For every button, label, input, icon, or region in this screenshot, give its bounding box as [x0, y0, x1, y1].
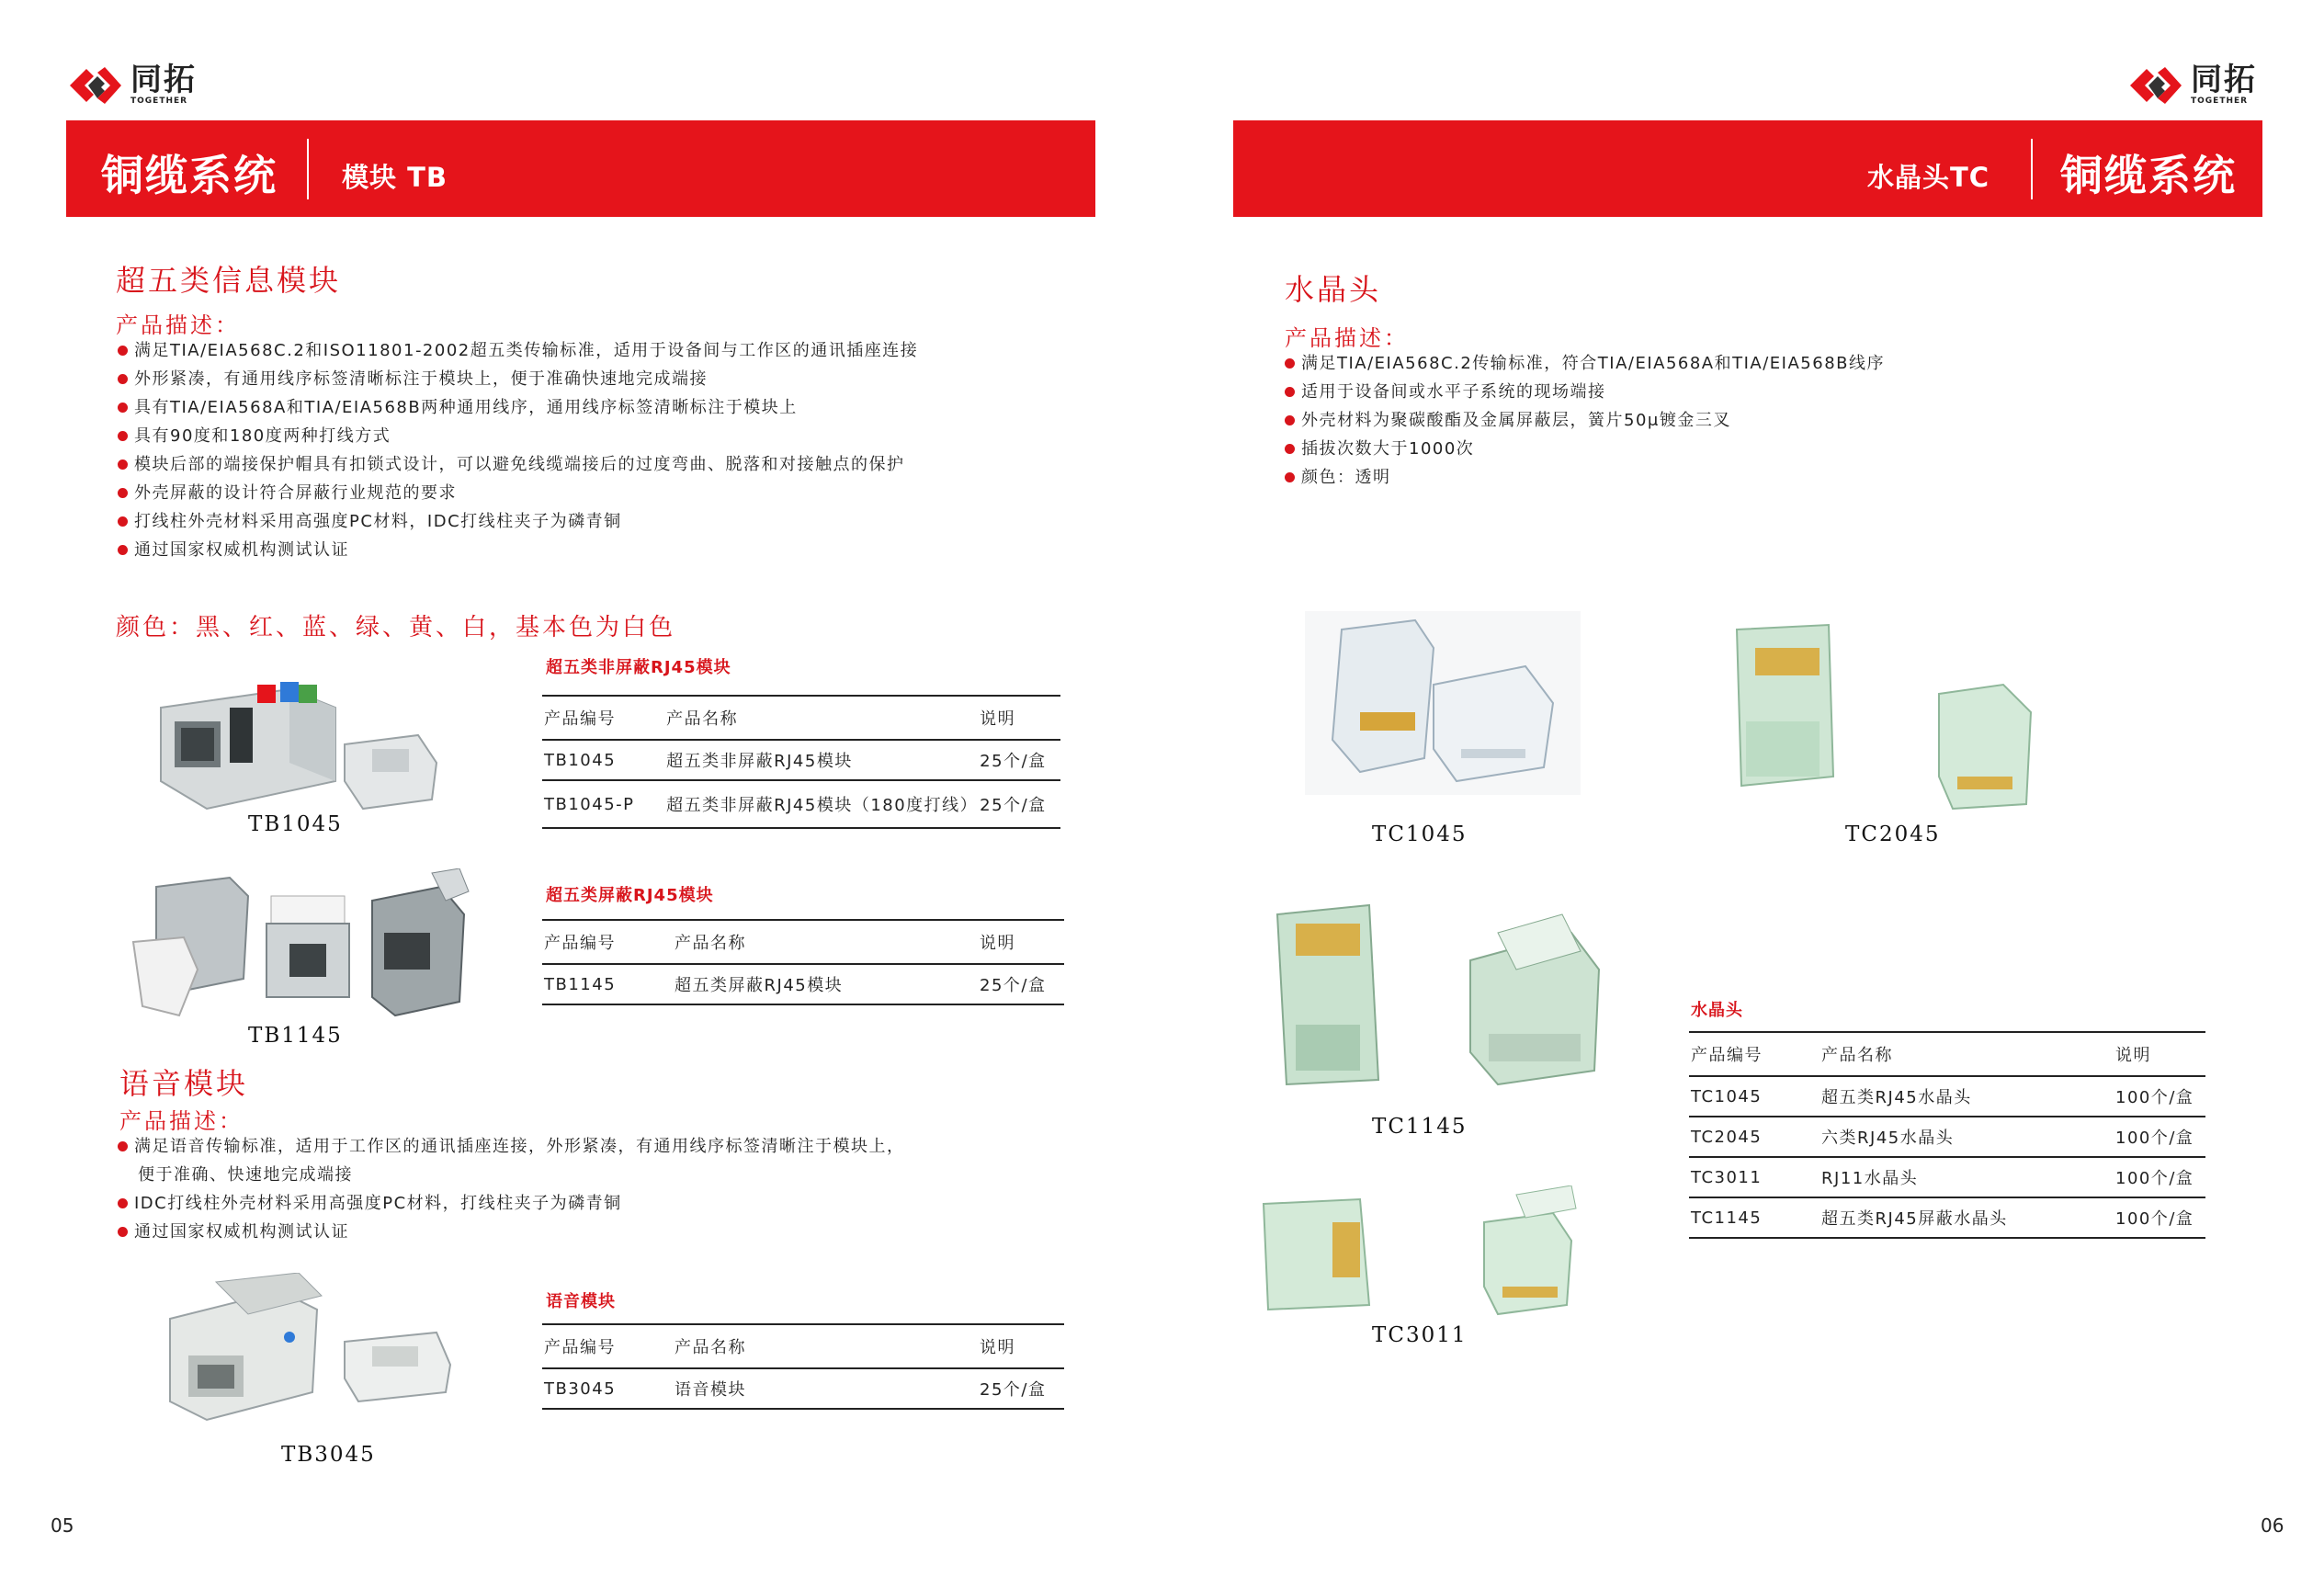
left-banner-subtitle: 模块 TB [342, 162, 448, 193]
cell: 25个/盒 [978, 740, 1060, 780]
cell: TC1045 [1689, 1076, 1820, 1117]
table-header-row [542, 920, 1064, 964]
left-banner [66, 120, 1095, 217]
cell: 超五类RJ45屏蔽水晶头 [1820, 1197, 2114, 1238]
cat5e-bullet-list [116, 336, 918, 564]
bullet-item: 外形紧凑，有通用线序标签清晰标注于模块上，便于准确快速地完成端接 [116, 365, 918, 393]
bullet-item: 通过国家权威机构测试认证 [116, 536, 918, 564]
tb1145-caption: TB1145 [248, 1024, 343, 1048]
cell: TC3011 [1689, 1157, 1820, 1197]
plug-section-title: 水晶头 [1285, 272, 1382, 307]
bullet-item: 外壳屏蔽的设计符合屏蔽行业规范的要求 [116, 479, 918, 507]
bullet-item: 外壳材料为聚碳酸酯及金属屏蔽层，簧片50μ镀金三叉 [1283, 406, 1885, 435]
table-row [542, 780, 1060, 828]
table-voice [542, 1323, 1064, 1410]
page-number-left: 05 [51, 1514, 74, 1537]
brand-logo-left [66, 64, 197, 106]
cell: TB1145 [542, 964, 673, 1004]
cell: 六类RJ45水晶头 [1820, 1117, 2114, 1157]
col-header: 产品编号 [542, 1324, 673, 1368]
voice-section-title: 语音模块 [119, 1066, 249, 1101]
voice-desc-label: 产品描述： [119, 1108, 244, 1134]
cell: 100个/盒 [2114, 1197, 2205, 1238]
cat5e-desc-label: 产品描述： [116, 312, 240, 338]
tb1045-caption: TB1045 [248, 812, 343, 836]
cell: 超五类非屏蔽RJ45模块（180度打线） [664, 780, 978, 828]
tc1145-product-image [1268, 896, 1617, 1098]
voice-bullet-list [116, 1132, 905, 1246]
table-row [1689, 1157, 2205, 1197]
bullet-item: 满足TIA/EIA568C.2和ISO11801-2002超五类传输标准，适用于设备间与工作区的通讯插座连接 [116, 336, 918, 365]
bullet-item: 满足TIA/EIA568C.2传输标准，符合TIA/EIA568A和TIA/EIA568B线序 [1283, 349, 1885, 378]
col-header: 产品名称 [673, 1324, 978, 1368]
col-header: 说明 [978, 696, 1060, 740]
cell: TC2045 [1689, 1117, 1820, 1157]
table-utp-title: 超五类非屏蔽RJ45模块 [546, 658, 731, 677]
tb3045-caption: TB3045 [281, 1443, 376, 1467]
brand-mark-icon [66, 65, 125, 106]
table-row [1689, 1076, 2205, 1117]
cell: 超五类屏蔽RJ45模块 [673, 964, 978, 1004]
right-banner-title: 铜缆系统 [2060, 151, 2237, 200]
table-header-row [1689, 1032, 2205, 1076]
brand-logo-right [2126, 64, 2257, 106]
table-row [542, 964, 1064, 1004]
table-utp [542, 695, 1060, 829]
table-plug [1689, 1031, 2205, 1239]
brand-name-en: TOGETHER [2191, 96, 2249, 106]
tb3045-product-image [161, 1273, 464, 1429]
brand-name: 同拓 [130, 62, 197, 98]
bullet-item: 通过国家权威机构测试认证 [116, 1218, 905, 1246]
right-banner-subtitle: 水晶头TC [1867, 162, 1990, 193]
right-banner [1233, 120, 2262, 217]
tc2045-product-image [1728, 611, 2077, 813]
plug-desc-label: 产品描述： [1285, 325, 1409, 351]
col-header: 产品编号 [1689, 1032, 1820, 1076]
colors-line: 颜色：黑、红、蓝、绿、黄、白，基本色为白色 [116, 614, 676, 641]
cell: TC1145 [1689, 1197, 1820, 1238]
table-header-row [542, 1324, 1064, 1368]
col-header: 说明 [978, 1324, 1064, 1368]
tc3011-product-image [1259, 1185, 1608, 1333]
brand-mark-icon [2126, 65, 2185, 106]
banner-divider [2031, 139, 2033, 199]
cell: 100个/盒 [2114, 1157, 2205, 1197]
bullet-item: IDC打线柱外壳材料采用高强度PC材料，打线柱夹子为磷青铜 [116, 1189, 905, 1218]
tc1045-product-image [1305, 611, 1581, 795]
cell: 超五类RJ45水晶头 [1820, 1076, 2114, 1117]
cell: TB1045 [542, 740, 664, 780]
cell: 25个/盒 [978, 964, 1064, 1004]
col-header: 产品编号 [542, 920, 673, 964]
cell: 25个/盒 [978, 780, 1060, 828]
brand-name: 同拓 [2191, 62, 2257, 98]
bullet-item: 具有90度和180度两种打线方式 [116, 422, 918, 450]
cell: 25个/盒 [978, 1368, 1064, 1409]
bullet-item: 适用于设备间或水平子系统的现场端接 [1283, 378, 1885, 406]
tc1145-caption: TC1145 [1372, 1115, 1468, 1139]
bullet-item-continued: 便于准确、快速地完成端接 [138, 1165, 353, 1185]
col-header: 说明 [2114, 1032, 2205, 1076]
tc1045-caption: TC1045 [1372, 822, 1468, 846]
cell: RJ11水晶头 [1820, 1157, 2114, 1197]
tb1045-product-image [152, 671, 446, 827]
cell: TB1045-P [542, 780, 664, 828]
tb1145-product-image [129, 868, 487, 1034]
bullet-item: 颜色：透明 [1283, 463, 1885, 492]
col-header: 说明 [978, 920, 1064, 964]
col-header: 产品名称 [1820, 1032, 2114, 1076]
brand-name-en: TOGETHER [130, 96, 188, 106]
page-number-right: 06 [2261, 1514, 2284, 1537]
bullet-item: 打线柱外壳材料采用高强度PC材料，IDC打线柱夹子为磷青铜 [116, 507, 918, 536]
table-row [542, 740, 1060, 780]
cell: 超五类非屏蔽RJ45模块 [664, 740, 978, 780]
cat5e-section-title: 超五类信息模块 [116, 263, 342, 298]
table-row [542, 1368, 1064, 1409]
plug-bullet-list [1283, 349, 1885, 492]
tc2045-caption: TC2045 [1845, 822, 1941, 846]
left-banner-title: 铜缆系统 [101, 151, 278, 200]
col-header: 产品名称 [673, 920, 978, 964]
col-header: 产品名称 [664, 696, 978, 740]
cell: 100个/盒 [2114, 1117, 2205, 1157]
tc3011-caption: TC3011 [1372, 1323, 1468, 1347]
col-header: 产品编号 [542, 696, 664, 740]
table-stp [542, 919, 1064, 1005]
table-row [1689, 1197, 2205, 1238]
table-row [1689, 1117, 2205, 1157]
bullet-item: 具有TIA/EIA568A和TIA/EIA568B两种通用线序，通用线序标签清晰标注于模块上 [116, 393, 918, 422]
table-plug-title: 水晶头 [1691, 1001, 1743, 1020]
table-voice-title: 语音模块 [546, 1292, 616, 1311]
table-stp-title: 超五类屏蔽RJ45模块 [546, 886, 714, 905]
banner-divider [307, 139, 309, 199]
cell: TB3045 [542, 1368, 673, 1409]
cell: 语音模块 [673, 1368, 978, 1409]
bullet-item: 模块后部的端接保护帽具有扣锁式设计，可以避免线缆端接后的过度弯曲、脱落和对接触点的保护 [116, 450, 918, 479]
bullet-item: 满足语音传输标准，适用于工作区的通讯插座连接，外形紧凑，有通用线序标签清晰注于模块上， [116, 1132, 905, 1161]
cell: 100个/盒 [2114, 1076, 2205, 1117]
bullet-item: 插拔次数大于1000次 [1283, 435, 1885, 463]
table-header-row [542, 696, 1060, 740]
